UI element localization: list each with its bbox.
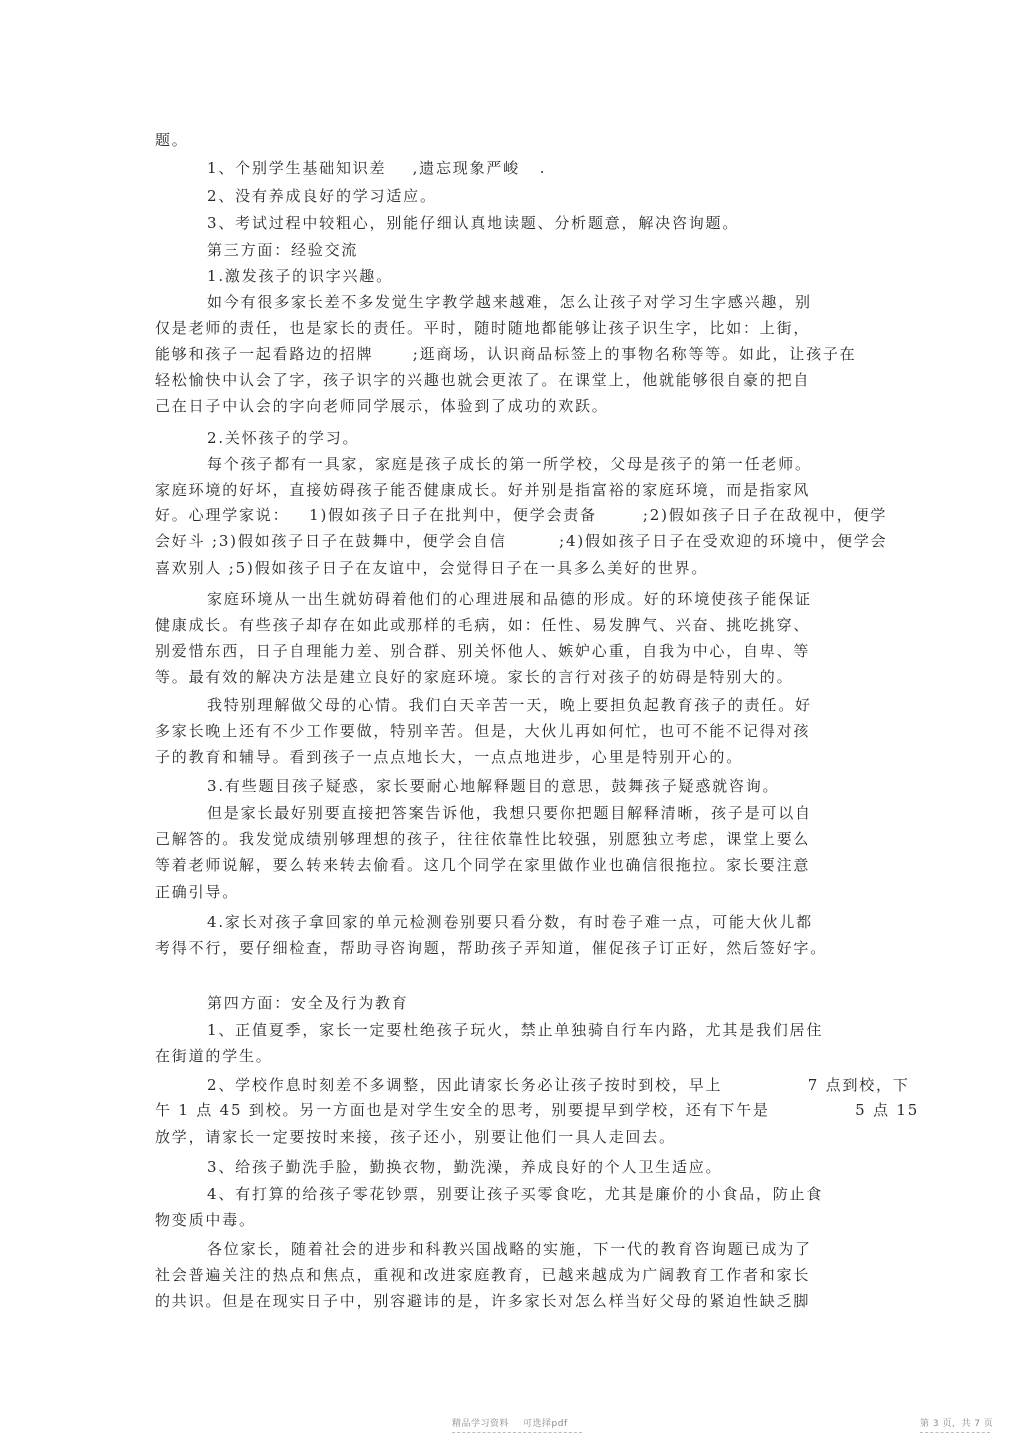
text-line-9: 能够和孩子一起看路边的招牌 ;逛商场，认识商品标签上的事物名称等等。如此，让孩子在 bbox=[155, 345, 857, 363]
text-line-4: 3、考试过程中较粗心，别能仔细认真地读题、分析题意，解决咨询题。 bbox=[207, 214, 740, 232]
footer-divider bbox=[452, 1432, 582, 1433]
text-line-16: 会好斗 ;3)假如孩子日子在鼓舞中，便学会自信 ;4)假如孩子日子在受欢迎的环境中，便学会 bbox=[155, 532, 888, 550]
text-line-30: 4.家长对孩子拿回家的单元检测卷别要只看分数，有时卷子难一点，可能大伙儿都 bbox=[207, 913, 813, 931]
text-line-34: 在街道的学生。 bbox=[155, 1047, 273, 1065]
text-line-40: 物变质中毒。 bbox=[155, 1211, 256, 1229]
text-line-23: 多家长晚上还有不少工作要做，特别辛苦。但是，大伙儿再如何忙，也可不能不记得对孩 bbox=[155, 722, 811, 740]
text-line-2: 1、个别学生基础知识差 ,遗忘现象严峻 . bbox=[207, 159, 547, 177]
footer-label-b: 可选择pdf bbox=[523, 1419, 568, 1429]
text-line-39: 4、有打算的给孩子零花钞票，别要让孩子买零食吃，尤其是廉价的小食品，防止食 bbox=[207, 1185, 824, 1203]
text-line-37: 放学，请家长一定要按时来接，孩子还小，别要让他们一具人走回去。 bbox=[155, 1128, 676, 1146]
text-line-10: 轻松愉快中认会了字，孩子识字的兴趣也就会更浓了。在课堂上，他就能够很自豪的把自 bbox=[155, 371, 811, 389]
text-line-8: 仅是老师的责任，也是家长的责任。平时，随时随地都能够让孩子识生字，比如：上街， bbox=[155, 319, 811, 337]
text-line-22: 我特别理解做父母的心情。我们白天辛苦一天，晚上要担负起教育孩子的责任。好 bbox=[207, 696, 812, 714]
text-line-7: 如今有很多家长差不多发觉生字教学越来越难，怎么让孩子对学习生字感兴趣，别 bbox=[207, 293, 812, 311]
text-line-12: 2.关怀孩子的学习。 bbox=[207, 429, 360, 447]
text-line-43: 的共识。但是在现实日子中，别容避讳的是，许多家长对怎么样当好父母的紧迫性缺乏脚 bbox=[155, 1292, 811, 1310]
text-line-24: 子的教育和辅导。看到孩子一点点地长大，一点点地进步，心里是特别开心的。 bbox=[155, 748, 744, 766]
text-line-19: 健康成长。有些孩子却存在如此或那样的毛病，如：任性、易发脾气、兴奋、挑吃挑穿、 bbox=[155, 616, 811, 634]
text-line-29: 正确引导。 bbox=[155, 883, 240, 901]
page-number-divider bbox=[920, 1432, 990, 1433]
footer-watermark bbox=[452, 1416, 568, 1429]
text-line-42: 社会普遍关注的热点和焦点，重视和改进家庭教育，已越来越成为广阔教育工作者和家长 bbox=[155, 1266, 811, 1284]
text-line-28: 等着老师说解，要么转来转去偷看。这几个同学在家里做作业也确信很拖拉。家长要注意 bbox=[155, 856, 811, 874]
text-line-20: 别爱惜东西，日子自理能力差、别合群、别关怀他人、嫉妒心重，自我为中心，自卑、等 bbox=[155, 642, 811, 660]
footer-label-a: 精品学习资料 bbox=[452, 1419, 510, 1429]
section-heading-3: 第三方面：经验交流 bbox=[207, 241, 359, 259]
text-line-14: 家庭环境的好坏，直接妨碍孩子能否健康成长。好并别是指富裕的家庭环境，而是指家风 bbox=[155, 481, 811, 499]
text-line-21: 等。最有效的解决方法是建立良好的家庭环境。家长的言行对孩子的妨碍是特别大的。 bbox=[155, 668, 794, 686]
text-line-17: 喜欢别人 ;5)假如孩子日子在友谊中，会觉得日子在一具多么美好的世界。 bbox=[155, 559, 709, 577]
section-heading-4: 第四方面：安全及行为教育 bbox=[207, 994, 409, 1012]
text-line-15: 好。心理学家说： 1)假如孩子日子在批判中，便学会责备 ;2)假如孩子日子在敌视中，便学 bbox=[155, 506, 888, 524]
text-line-31: 考得不行，要仔细检查，帮助寻咨询题，帮助孩子弄知道，催促孩子订正好，然后签好字。 bbox=[155, 939, 828, 957]
text-line-1: 题。 bbox=[155, 131, 189, 149]
text-line-33: 1、正值夏季，家长一定要杜绝孩子玩火，禁止单独骑自行车内路，尤其是我们居住 bbox=[207, 1021, 824, 1039]
text-line-41: 各位家长，随着社会的进步和科教兴国战略的实施，下一代的教育咨询题已成为了 bbox=[207, 1240, 812, 1258]
text-line-11: 己在日子中认会的字向老师同学展示，体验到了成功的欢跃。 bbox=[155, 397, 609, 415]
text-line-35: 2、学校作息时刻差不多调整，因此请家长务必让孩子按时到校，早上 7 点到校，下 bbox=[207, 1076, 910, 1094]
text-line-27: 己解答的。我发觉成绩别够理想的孩子，往往依靠性比较强，别愿独立考虑，课堂上要么 bbox=[155, 830, 811, 848]
text-line-13: 每个孩子都有一具家，家庭是孩子成长的第一所学校，父母是孩子的第一任老师。 bbox=[207, 455, 812, 473]
text-line-3: 2、没有养成良好的学习适应。 bbox=[207, 187, 437, 205]
text-line-26: 但是家长最好别要直接把答案告诉他，我想只要你把题目解释清晰，孩子是可以自 bbox=[207, 804, 812, 822]
text-line-18: 家庭环境从一出生就妨碍着他们的心理进展和品德的形成。好的环境使孩子能保证 bbox=[207, 590, 812, 608]
text-line-25: 3.有些题目孩子疑惑，家长要耐心地解释题目的意思，鼓舞孩子疑惑就咨询。 bbox=[207, 777, 780, 795]
text-line-38: 3、给孩子勤洗手脸，勤换衣物，勤洗澡，养成良好的个人卫生适应。 bbox=[207, 1158, 723, 1176]
page-number: 第 3 页，共 7 页 bbox=[920, 1419, 994, 1429]
text-line-36: 午 1 点 45 到校。另一方面也是对学生安全的思考，别要提早到学校，还有下午是 5 点 15 bbox=[155, 1101, 920, 1119]
text-line-6: 1.激发孩子的识字兴趣。 bbox=[207, 267, 393, 285]
